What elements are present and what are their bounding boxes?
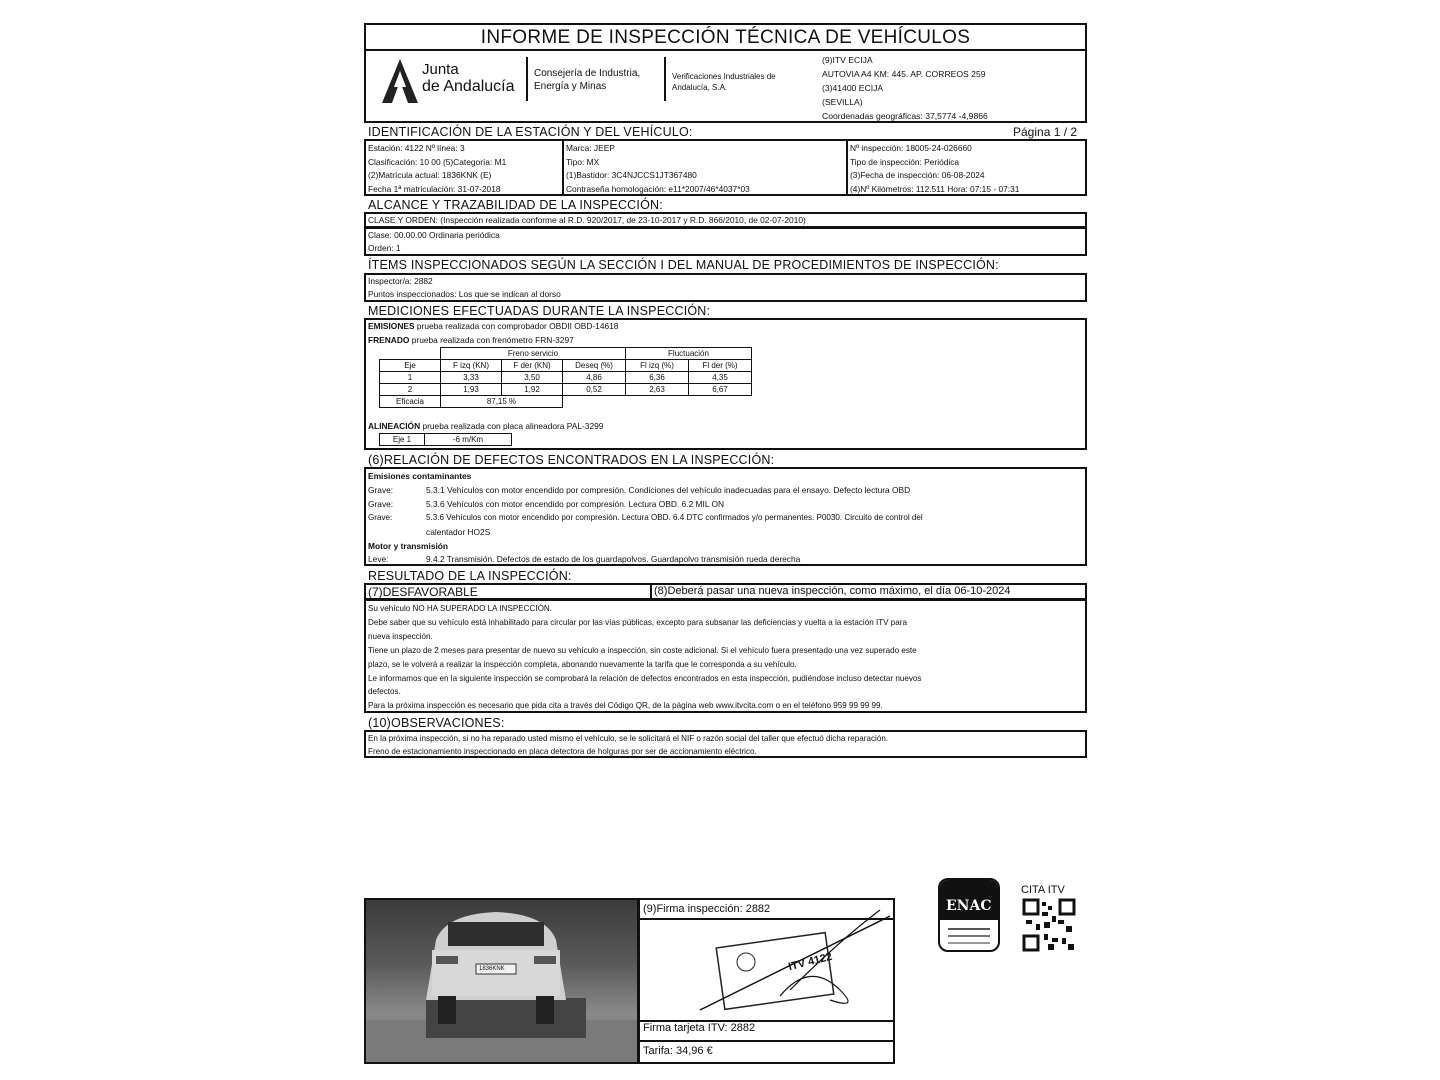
table-cell: 4,35 bbox=[689, 372, 752, 384]
emissions-text: prueba realizada con comprobador OBDII OBD-14618 bbox=[416, 321, 619, 331]
stamp-text: ITV 4122 bbox=[787, 950, 834, 974]
measurements-heading: MEDICIONES EFECTUADAS DURANTE LA INSPECCIÓN: bbox=[368, 304, 711, 318]
divider bbox=[948, 928, 990, 930]
brand: Marca: JEEP bbox=[566, 143, 615, 153]
alignment-label: ALINEACIÓN bbox=[368, 421, 421, 431]
result-line: Debe saber que su vehículo está inhabilitado para circular por las vías públicas, excepto para subsanar las deficiencias y vuelta a la estación ITV para bbox=[368, 617, 907, 627]
logo-line2: de Andalucía bbox=[422, 78, 515, 95]
defect-text: 9.4.2 Transmisión. Defectos de estado de los guardapolvos. Guardapolvo transmisión rueda derecha bbox=[426, 554, 801, 564]
firma-inspeccion: (9)Firma inspección: 2882 bbox=[643, 903, 771, 915]
defects-heading: (6)RELACIÓN DE DEFECTOS ENCONTRADOS EN LA INSPECCIÓN: bbox=[368, 453, 775, 467]
table-cell: 3,33 bbox=[441, 372, 502, 384]
consejeria-line2: Energía y Minas bbox=[534, 81, 607, 92]
inspection-number: Nº inspección: 18005-24-026660 bbox=[850, 143, 972, 153]
table-cell: 4,86 bbox=[563, 372, 626, 384]
station-postal: (3)41400 ECIJA bbox=[822, 83, 884, 93]
braking-line bbox=[368, 335, 574, 345]
col-eje: Eje bbox=[380, 360, 441, 372]
result-line: Le informamos que en la siguiente inspección se comprobará la relación de defectos encontrados en esta inspección, pudiéndose incluso detectar nuevos bbox=[368, 673, 922, 683]
document-header bbox=[364, 49, 1087, 123]
axle-label: Eje 1 bbox=[380, 434, 425, 446]
table-cell: 2 bbox=[380, 384, 441, 396]
station-province: (SEVILLA) bbox=[822, 97, 863, 107]
classification: Clasificación: 10 00 (5)Categoría: M1 bbox=[368, 156, 507, 167]
enac-badge bbox=[938, 878, 1000, 952]
identification-col1 bbox=[368, 142, 506, 196]
divider bbox=[948, 935, 990, 937]
result-heading: RESULTADO DE LA INSPECCIÓN: bbox=[368, 569, 572, 583]
col-fl-izq: Fl izq (%) bbox=[626, 360, 689, 372]
result-text bbox=[368, 602, 921, 713]
defects-group-motor: Motor y transmisión bbox=[368, 541, 449, 551]
col-deseq: Deseq (%) bbox=[563, 360, 626, 372]
signature-stamp-icon bbox=[640, 900, 893, 1062]
defect-text: 5.3.1 Vehículos con motor encendido por compresión. Condiciones del vehículo inadecuadas para el ensayo. Defecto lectura OBD bbox=[426, 485, 911, 495]
kilometers: (4)Nº Kilómetros: 112.511 Hora: 07:15 - 07:31 bbox=[850, 183, 1020, 194]
defect-level: Grave: bbox=[368, 485, 394, 495]
document-title: INFORME DE INSPECCIÓN TÉCNICA DE VEHÍCULOS bbox=[364, 23, 1087, 51]
table-cell: 1,92 bbox=[502, 384, 563, 396]
col-f-der: F der (KN) bbox=[502, 360, 563, 372]
efficacy-value: 87,15 % bbox=[441, 396, 563, 408]
divider bbox=[948, 942, 990, 944]
divider bbox=[640, 1040, 893, 1042]
result-line: Tiene un plazo de 2 meses para presentar de nuevo su vehículo a inspección, sin coste adicional. Si el vehículo fuera presentado una vez superado este bbox=[368, 645, 917, 655]
result-line: defectos. bbox=[368, 687, 401, 697]
consejeria-line1: Consejería de Industria, bbox=[534, 68, 641, 79]
defect-level: Grave: bbox=[368, 499, 394, 509]
defect-level: Grave: bbox=[368, 513, 393, 522]
table-row bbox=[380, 372, 752, 384]
alignment-line bbox=[368, 421, 603, 431]
braking-label: FRENADO bbox=[368, 335, 410, 345]
cita-itv-label: CITA ITV bbox=[1021, 884, 1065, 896]
verificaciones-line1: Verificaciones Industriales de bbox=[672, 72, 776, 81]
first-registration: Fecha 1ª matriculación: 31-07-2018 bbox=[368, 183, 501, 194]
orden: Orden: 1 bbox=[368, 243, 401, 253]
inspector: Inspector/a: 2882 bbox=[368, 276, 433, 286]
clase: Clase: 00.00.00 Ordinaria periódica bbox=[368, 230, 500, 240]
result-line: Su vehículo NO HA SUPERADO LA INSPECCIÓN. bbox=[368, 604, 552, 613]
verificaciones-line2: Andalucía, S.A. bbox=[672, 83, 728, 92]
identification-col3 bbox=[850, 142, 1019, 196]
table-cell: 1 bbox=[380, 372, 441, 384]
table-cell: 6,36 bbox=[626, 372, 689, 384]
station-coords: Coordenadas geográficas: 37,5774 -4,9866 bbox=[822, 111, 988, 121]
defect-text: 5.3.6 Vehículos con motor encendido por compresión. Lectura OBD. 6.4 DTC confirmados y/o permanentes. P0030. Circuito de control del bbox=[426, 513, 923, 522]
qr-code-icon[interactable] bbox=[1022, 898, 1076, 952]
service-brake-header: Freno servicio bbox=[441, 348, 626, 360]
efficacy-label: Eficacia bbox=[380, 396, 441, 408]
inspection-date: (3)Fecha de inspección: 06-08-2024 bbox=[850, 170, 985, 180]
observations-heading: (10)OBSERVACIONES: bbox=[368, 716, 505, 730]
divider bbox=[664, 57, 666, 101]
alignment-text: prueba realizada con placa alineadora PAL-3299 bbox=[422, 421, 604, 431]
identification-heading: IDENTIFICACIÓN DE LA ESTACIÓN Y DEL VEHÍCULO: bbox=[368, 125, 693, 139]
table-cell: 6,67 bbox=[689, 384, 752, 396]
axle-value: -6 m/Km bbox=[425, 434, 512, 446]
divider bbox=[650, 583, 652, 600]
station-name: (9)ITV ECIJA bbox=[822, 55, 873, 65]
inspection-type: Tipo de inspección: Periódica bbox=[850, 156, 960, 167]
license-plate: (2)Matrícula actual: 1836KNK (E) bbox=[368, 170, 492, 180]
type: Tipo: MX bbox=[566, 156, 600, 167]
col-fl-der: Fl der (%) bbox=[689, 360, 752, 372]
logo-text bbox=[422, 61, 515, 95]
table-header-row bbox=[380, 360, 752, 372]
defect-continuation: calentador HO2S bbox=[426, 527, 491, 537]
table-cell: 1,93 bbox=[441, 384, 502, 396]
defect-text: 5.3.6 Vehículos con motor encendido por compresión. Lectura OBD. 6.2 MIL ON bbox=[426, 499, 725, 509]
table-row bbox=[380, 384, 752, 396]
result-line: plazo, se le volverá a realizar la inspección completa, abonando nuevamente la tarifa que le corresponda a su vehículo. bbox=[368, 659, 797, 669]
result-deadline: (8)Deberá pasar una nueva inspección, como máximo, el día 06-10-2024 bbox=[654, 585, 1011, 597]
braking-table bbox=[379, 347, 752, 408]
defect-item bbox=[368, 499, 724, 509]
class-order: CLASE Y ORDEN: (Inspección realizada conforme al R.D. 920/2017, de 23-10-2017 y R.D. 866/2010, de 02-07-2010) bbox=[368, 215, 806, 225]
consejeria bbox=[534, 67, 640, 93]
col-f-izq: F izq (KN) bbox=[441, 360, 502, 372]
observation-line: Freno de estacionamiento inspeccionado en placa detectora de holguras por ser de accionamiento eléctrico. bbox=[368, 747, 757, 756]
enac-label: ENAC bbox=[946, 898, 992, 914]
table-cell: 3,50 bbox=[502, 372, 563, 384]
emissions-line bbox=[368, 321, 618, 331]
defect-item bbox=[368, 485, 910, 495]
divider bbox=[526, 57, 528, 101]
scope-heading: ALCANCE Y TRAZABILIDAD DE LA INSPECCIÓN: bbox=[368, 198, 663, 212]
station-info bbox=[822, 53, 988, 123]
signature-box bbox=[638, 898, 895, 1064]
firma-tarjeta: Firma tarjeta ITV: 2882 bbox=[643, 1022, 756, 1034]
vehicle-icon bbox=[366, 900, 639, 1064]
emissions-label: EMISIONES bbox=[368, 321, 415, 331]
inspected-points: Puntos inspeccionados: Los que se indican al dorso bbox=[368, 289, 561, 299]
station-line: Estación: 4122 Nº línea: 3 bbox=[368, 143, 465, 153]
items-heading: ÍTEMS INSPECCIONADOS SEGÚN LA SECCIÓN I DEL MANUAL DE PROCEDIMIENTOS DE INSPECCIÓN: bbox=[368, 258, 999, 272]
verificaciones bbox=[672, 71, 776, 93]
defect-item bbox=[368, 554, 800, 564]
vin: (1)Bastidor: 3C4NJCCS1JT367480 bbox=[566, 170, 697, 180]
defects-group-emissions: Emisiones contaminantes bbox=[368, 471, 472, 481]
efficacy-row bbox=[380, 396, 752, 408]
result-line: Para la próxima inspección es necesario que pida cita a través del Código QR, de la página web www.itvcita.com o en el teléfono 959 99 99 99. bbox=[368, 701, 883, 711]
observation-line: En la próxima inspección, si no ha reparado usted mismo el vehículo, se le solicitará el NIF o razón social del taller que efectuó dicha reparación. bbox=[368, 734, 889, 743]
alignment-table bbox=[379, 433, 512, 446]
result-line: nueva inspección. bbox=[368, 631, 433, 641]
logo-line1: Junta bbox=[422, 61, 459, 78]
tarifa: Tarifa: 34,96 € bbox=[643, 1045, 713, 1057]
defect-level: Leve: bbox=[368, 554, 389, 564]
vehicle-photo bbox=[364, 898, 639, 1064]
result-status: (7)DESFAVORABLE bbox=[368, 585, 478, 599]
divider bbox=[846, 139, 848, 196]
vehicle-plate: 1836KNK bbox=[479, 966, 505, 972]
junta-andalucia-logo-icon bbox=[380, 57, 420, 105]
identification-col2 bbox=[566, 142, 750, 196]
page-number: Página 1 / 2 bbox=[1013, 125, 1078, 139]
fluctuation-header: Fluctuación bbox=[626, 348, 752, 360]
divider bbox=[562, 139, 564, 196]
station-address: AUTOVIA A4 KM: 445. AP. CORREOS 259 bbox=[822, 69, 986, 79]
braking-text: prueba realizada con frenómetro FRN-3297 bbox=[411, 335, 574, 345]
defect-item bbox=[368, 513, 923, 522]
homologation: Contraseña homologación: e11*2007/46*4037*03 bbox=[566, 183, 750, 194]
observations-text bbox=[368, 732, 888, 758]
table-cell: 0,52 bbox=[563, 384, 626, 396]
table-cell: 2,63 bbox=[626, 384, 689, 396]
